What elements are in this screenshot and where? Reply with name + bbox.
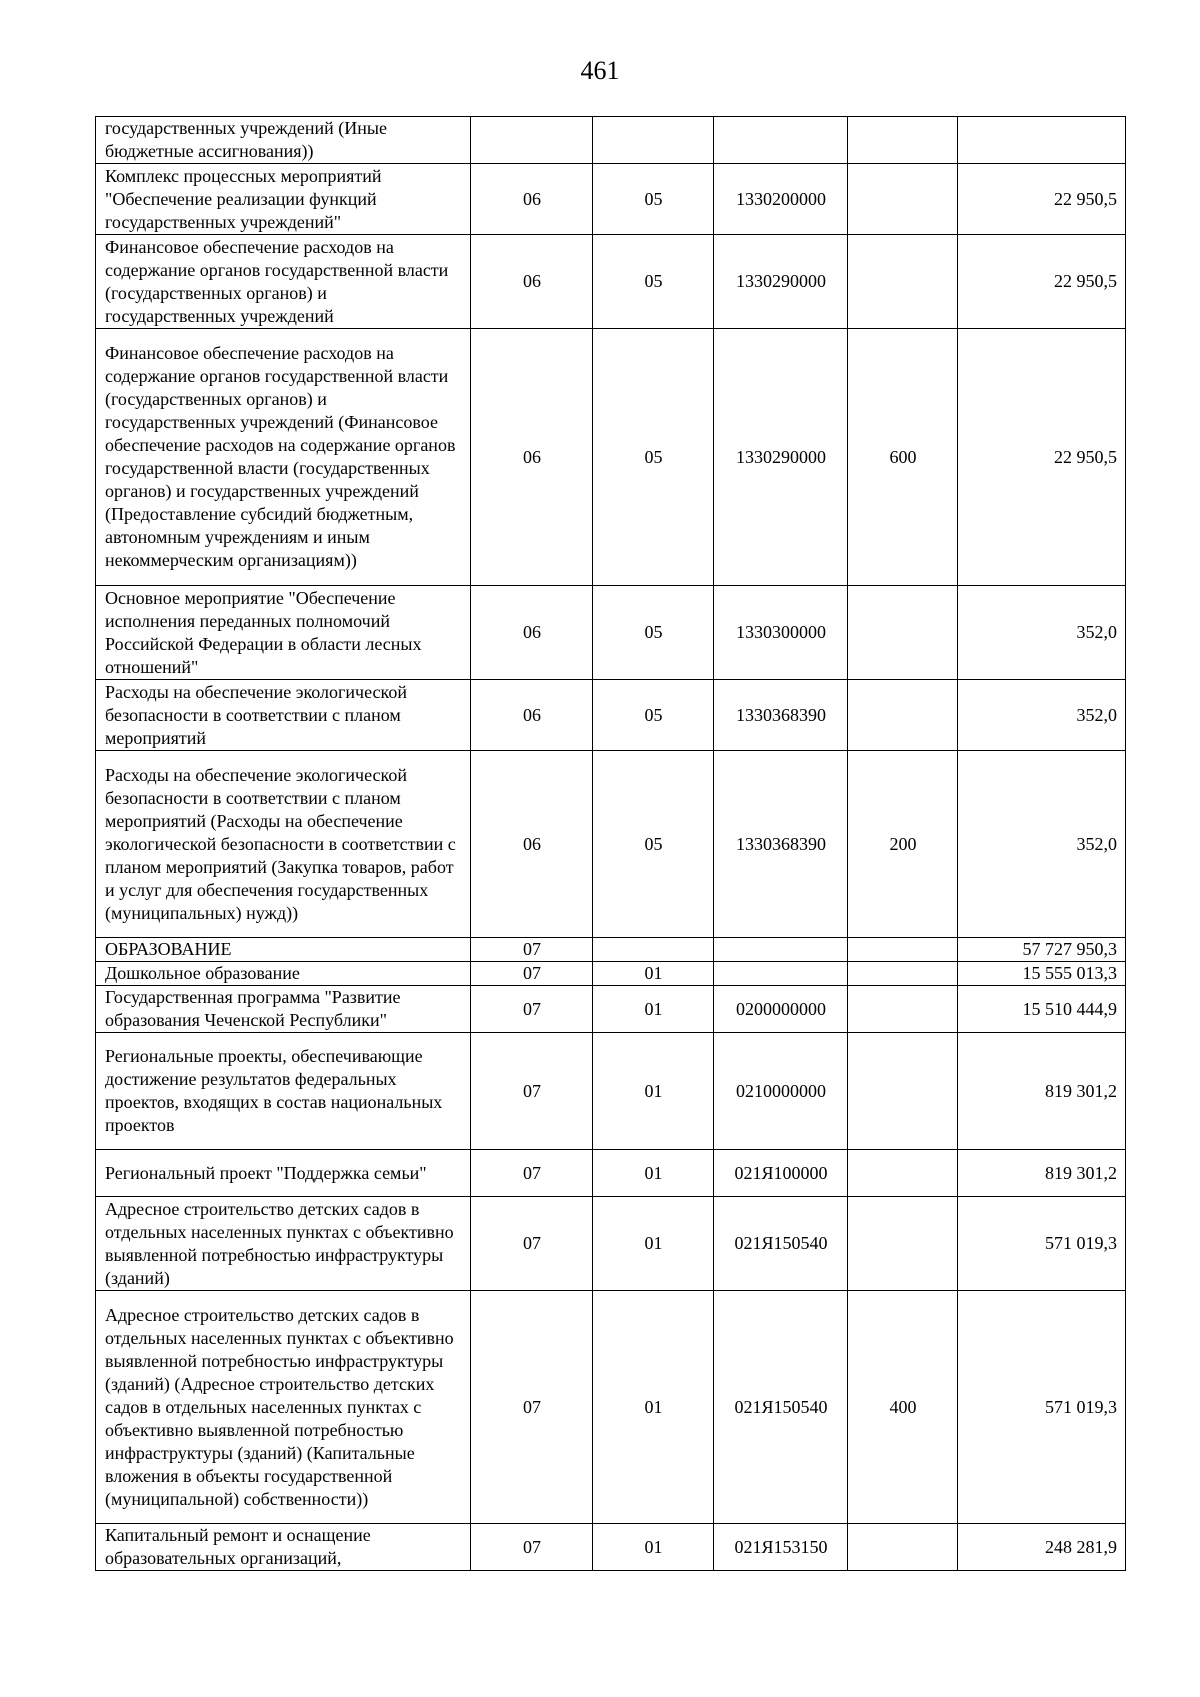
row-subsection-cell: 01: [593, 1033, 714, 1150]
row-expense-type-cell: [848, 938, 958, 962]
row-subsection-cell: 01: [593, 962, 714, 986]
row-expense-type-cell: [848, 962, 958, 986]
row-target-article-cell: 021Я150540: [714, 1197, 848, 1291]
table-row: [96, 938, 1126, 962]
row-subsection-cell: 01: [593, 1291, 714, 1524]
row-target-article-cell: 0200000000: [714, 986, 848, 1033]
row-amount-cell: 819 301,2: [958, 1150, 1126, 1197]
row-name-cell: Региональные проекты, обеспечивающие достижение результатов федеральных проектов, входящих в состав национальных проектов: [96, 1033, 471, 1150]
row-name-cell: ОБРАЗОВАНИЕ: [96, 938, 471, 962]
row-expense-type-cell: [848, 586, 958, 680]
row-section-cell: 07: [471, 986, 593, 1033]
row-section-cell: 07: [471, 1291, 593, 1524]
row-section-cell: 07: [471, 938, 593, 962]
row-amount-cell: 571 019,3: [958, 1197, 1126, 1291]
row-subsection-cell: 05: [593, 164, 714, 235]
table-row: [96, 117, 1126, 164]
row-amount-cell: 22 950,5: [958, 329, 1126, 586]
row-amount-cell: 22 950,5: [958, 235, 1126, 329]
table-row: [96, 1197, 1126, 1291]
row-section-cell: 06: [471, 751, 593, 938]
row-target-article-cell: 1330368390: [714, 751, 848, 938]
page-number: 461: [580, 56, 620, 85]
row-subsection-cell: 05: [593, 751, 714, 938]
row-name-cell: Адресное строительство детских садов в отдельных населенных пунктах с объективно выявленной потребностью инфраструктуры (зданий): [96, 1197, 471, 1291]
row-amount-cell: 819 301,2: [958, 1033, 1126, 1150]
row-amount-cell: 22 950,5: [958, 164, 1126, 235]
row-expense-type-cell: [848, 1150, 958, 1197]
row-target-article-cell: 1330290000: [714, 329, 848, 586]
row-expense-type-cell: [848, 986, 958, 1033]
row-section-cell: 07: [471, 962, 593, 986]
row-subsection-cell: 01: [593, 986, 714, 1033]
row-section-cell: [471, 117, 593, 164]
row-section-cell: 07: [471, 1524, 593, 1571]
table-row: [96, 329, 1126, 586]
row-target-article-cell: 1330368390: [714, 680, 848, 751]
row-amount-cell: 57 727 950,3: [958, 938, 1126, 962]
table-row: [96, 164, 1126, 235]
row-expense-type-cell: 600: [848, 329, 958, 586]
row-subsection-cell: 01: [593, 1524, 714, 1571]
row-expense-type-cell: [848, 117, 958, 164]
row-section-cell: 07: [471, 1033, 593, 1150]
row-expense-type-cell: 400: [848, 1291, 958, 1524]
row-subsection-cell: 05: [593, 680, 714, 751]
budget-table-body: [96, 117, 1126, 1571]
row-amount-cell: [958, 117, 1126, 164]
row-subsection-cell: [593, 938, 714, 962]
table-row: [96, 1033, 1126, 1150]
row-amount-cell: 571 019,3: [958, 1291, 1126, 1524]
table-row: [96, 586, 1126, 680]
row-amount-cell: 352,0: [958, 751, 1126, 938]
row-target-article-cell: 0210000000: [714, 1033, 848, 1150]
row-target-article-cell: 1330300000: [714, 586, 848, 680]
row-subsection-cell: 05: [593, 235, 714, 329]
row-section-cell: 06: [471, 586, 593, 680]
table-row: [96, 1291, 1126, 1524]
row-target-article-cell: 1330290000: [714, 235, 848, 329]
row-expense-type-cell: 200: [848, 751, 958, 938]
row-section-cell: 06: [471, 329, 593, 586]
row-section-cell: 07: [471, 1150, 593, 1197]
row-subsection-cell: 05: [593, 586, 714, 680]
row-target-article-cell: 021Я153150: [714, 1524, 848, 1571]
row-name-cell: Государственная программа "Развитие образования Чеченской Республики": [96, 986, 471, 1033]
table-row: [96, 962, 1126, 986]
row-amount-cell: 352,0: [958, 680, 1126, 751]
row-name-cell: Основное мероприятие "Обеспечение исполнения переданных полномочий Российской Федерации в области лесных отношений": [96, 586, 471, 680]
table-row: [96, 751, 1126, 938]
row-amount-cell: 15 555 013,3: [958, 962, 1126, 986]
row-name-cell: Финансовое обеспечение расходов на содержание органов государственной власти (государственных органов) и государственных учреждений (Финансовое обеспечение расходов на содержание органов государственной власти (государственных органов) и государственных учреждений (Предоставление субсидий бюджетным, автономным учреждениям и иным некоммерческим организациям)): [96, 329, 471, 586]
row-name-cell: Дошкольное образование: [96, 962, 471, 986]
row-name-cell: Расходы на обеспечение экологической безопасности в соответствии с планом мероприятий: [96, 680, 471, 751]
row-expense-type-cell: [848, 235, 958, 329]
row-target-article-cell: [714, 938, 848, 962]
row-section-cell: 06: [471, 680, 593, 751]
row-subsection-cell: 01: [593, 1197, 714, 1291]
row-expense-type-cell: [848, 1524, 958, 1571]
row-name-cell: Комплекс процессных мероприятий "Обеспечение реализации функций государственных учреждений": [96, 164, 471, 235]
row-amount-cell: 352,0: [958, 586, 1126, 680]
row-target-article-cell: [714, 117, 848, 164]
table-row: [96, 1524, 1126, 1571]
row-target-article-cell: 1330200000: [714, 164, 848, 235]
row-subsection-cell: 05: [593, 329, 714, 586]
table-row: [96, 1150, 1126, 1197]
row-target-article-cell: 021Я100000: [714, 1150, 848, 1197]
table-row: [96, 986, 1126, 1033]
row-section-cell: 07: [471, 1197, 593, 1291]
row-name-cell: Региональный проект "Поддержка семьи": [96, 1150, 471, 1197]
row-expense-type-cell: [848, 1033, 958, 1150]
row-name-cell: Финансовое обеспечение расходов на содержание органов государственной власти (государственных органов) и государственных учреждений: [96, 235, 471, 329]
budget-table: [95, 116, 1126, 1571]
row-amount-cell: 15 510 444,9: [958, 986, 1126, 1033]
row-section-cell: 06: [471, 235, 593, 329]
row-expense-type-cell: [848, 164, 958, 235]
table-row: [96, 680, 1126, 751]
row-expense-type-cell: [848, 680, 958, 751]
row-expense-type-cell: [848, 1197, 958, 1291]
row-name-cell: Адресное строительство детских садов в отдельных населенных пунктах с объективно выявленной потребностью инфраструктуры (зданий) (Адресное строительство детских садов в отдельных населенных пунктах с объективно выявленной потребностью инфраструктуры (зданий) (Капитальные вложения в объекты государственной (муниципальной) собственности)): [96, 1291, 471, 1524]
row-subsection-cell: 01: [593, 1150, 714, 1197]
row-target-article-cell: 021Я150540: [714, 1291, 848, 1524]
row-name-cell: государственных учреждений (Иные бюджетные ассигнования)): [96, 117, 471, 164]
row-subsection-cell: [593, 117, 714, 164]
row-name-cell: Капитальный ремонт и оснащение образовательных организаций,: [96, 1524, 471, 1571]
row-target-article-cell: [714, 962, 848, 986]
row-amount-cell: 248 281,9: [958, 1524, 1126, 1571]
table-row: [96, 235, 1126, 329]
row-section-cell: 06: [471, 164, 593, 235]
row-name-cell: Расходы на обеспечение экологической безопасности в соответствии с планом мероприятий (Расходы на обеспечение экологической безопасности в соответствии с планом мероприятий (Закупка товаров, работ и услуг для обеспечения государственных (муниципальных) нужд)): [96, 751, 471, 938]
